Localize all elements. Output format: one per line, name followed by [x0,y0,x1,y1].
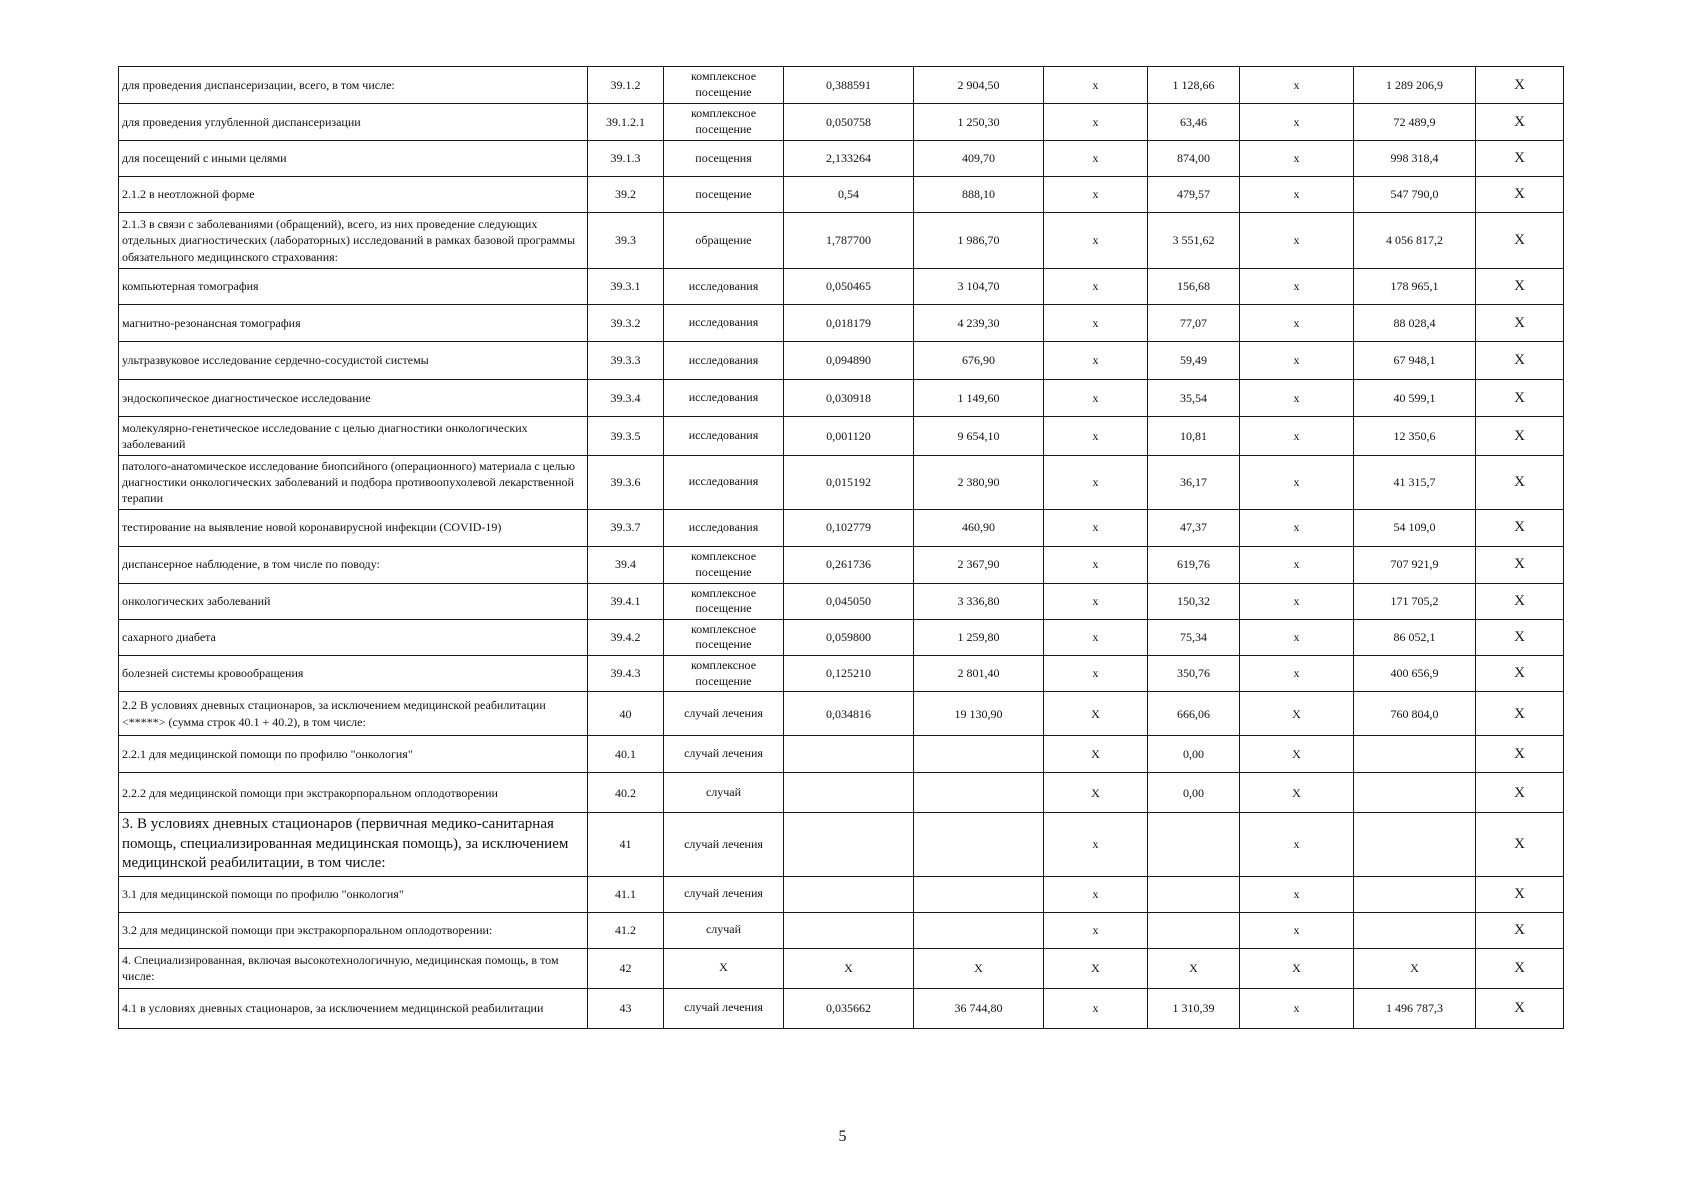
unit-cell: исследования [664,305,784,342]
cost-oms-cell: 41 315,7 [1354,456,1476,510]
row-code-cell: 39.4.3 [588,655,664,691]
share-cell: X [1476,692,1564,736]
row-name-cell: диспансерное наблюдение, в том числе по поводу: [119,546,588,583]
per-capita-budget-cell: х [1044,67,1148,104]
cost-norm-cell: 3 336,80 [914,583,1044,619]
share-cell: X [1476,141,1564,177]
row-name-cell: для проведения углубленной диспансеризации [119,104,588,141]
share-cell: X [1476,583,1564,619]
per-capita-budget-cell: х [1044,876,1148,912]
per-capita-oms-cell: 47,37 [1148,509,1240,546]
cost-norm-cell [914,736,1044,773]
unit-cell: исследования [664,509,784,546]
table-row [119,456,1564,510]
volume-norm-cell [784,736,914,773]
cost-norm-cell: 1 149,60 [914,380,1044,417]
row-name-cell: для проведения диспансеризации, всего, в том числе: [119,67,588,104]
cost-budget-cell: х [1240,456,1354,510]
cost-oms-cell: 998 318,4 [1354,141,1476,177]
unit-cell: случай лечения [664,692,784,736]
cost-norm-cell [914,773,1044,813]
table-body [119,67,1564,1029]
share-cell: X [1476,876,1564,912]
cost-norm-cell: 409,70 [914,141,1044,177]
cost-oms-cell: 760 804,0 [1354,692,1476,736]
unit-cell: исследования [664,380,784,417]
cost-oms-cell: 171 705,2 [1354,583,1476,619]
unit-cell: исследования [664,456,784,510]
cost-oms-cell: 72 489,9 [1354,104,1476,141]
per-capita-oms-cell: 77,07 [1148,305,1240,342]
share-cell: X [1476,813,1564,877]
table-row [119,583,1564,619]
per-capita-budget-cell: х [1044,104,1148,141]
share-cell: X [1476,948,1564,988]
cost-norm-cell: 1 986,70 [914,213,1044,269]
cost-budget-cell: х [1240,417,1354,456]
per-capita-budget-cell: X [1044,692,1148,736]
share-cell: X [1476,619,1564,655]
per-capita-budget-cell: х [1044,583,1148,619]
cost-norm-cell: 888,10 [914,177,1044,213]
volume-norm-cell: 0,018179 [784,305,914,342]
volume-norm-cell: 0,050758 [784,104,914,141]
share-cell: X [1476,736,1564,773]
row-name-cell: для посещений с иными целями [119,141,588,177]
table-row [119,141,1564,177]
unit-cell: комплексное посещение [664,67,784,104]
cost-budget-cell: X [1240,773,1354,813]
cost-norm-cell: 1 259,80 [914,619,1044,655]
cost-oms-cell: 400 656,9 [1354,655,1476,691]
row-name-cell: сахарного диабета [119,619,588,655]
unit-cell: исследования [664,417,784,456]
per-capita-budget-cell: х [1044,655,1148,691]
table-row [119,773,1564,813]
cost-norm-cell: 2 801,40 [914,655,1044,691]
unit-cell: случай лечения [664,988,784,1028]
cost-oms-cell: 4 056 817,2 [1354,213,1476,269]
per-capita-budget-cell: х [1044,456,1148,510]
share-cell: X [1476,655,1564,691]
volume-norm-cell [784,773,914,813]
per-capita-oms-cell: 350,76 [1148,655,1240,691]
per-capita-oms-cell: 0,00 [1148,736,1240,773]
row-code-cell: 39.2 [588,177,664,213]
table-row [119,692,1564,736]
per-capita-oms-cell [1148,876,1240,912]
financing-table [118,66,1564,1029]
unit-cell: случай [664,773,784,813]
volume-norm-cell: 2,133264 [784,141,914,177]
share-cell: X [1476,988,1564,1028]
per-capita-oms-cell: 63,46 [1148,104,1240,141]
table-row [119,380,1564,417]
cost-oms-cell: 547 790,0 [1354,177,1476,213]
cost-norm-cell: 3 104,70 [914,269,1044,305]
cost-oms-cell: 88 028,4 [1354,305,1476,342]
cost-budget-cell: х [1240,912,1354,948]
volume-norm-cell: 1,787700 [784,213,914,269]
volume-norm-cell: 0,059800 [784,619,914,655]
share-cell: X [1476,67,1564,104]
row-code-cell: 39.3.7 [588,509,664,546]
table-row [119,104,1564,141]
table-row [119,813,1564,877]
row-name-cell: болезней системы кровообращения [119,655,588,691]
per-capita-oms-cell: 3 551,62 [1148,213,1240,269]
per-capita-oms-cell: 874,00 [1148,141,1240,177]
share-cell: X [1476,177,1564,213]
table-row [119,177,1564,213]
row-code-cell: 43 [588,988,664,1028]
row-name-cell: магнитно-резонансная томография [119,305,588,342]
cost-oms-cell: 12 350,6 [1354,417,1476,456]
table-row [119,948,1564,988]
volume-norm-cell: X [784,948,914,988]
table-row [119,269,1564,305]
table-row [119,736,1564,773]
cost-norm-cell: 1 250,30 [914,104,1044,141]
unit-cell: случай лечения [664,876,784,912]
table-row [119,655,1564,691]
cost-oms-cell: X [1354,948,1476,988]
row-code-cell: 39.3 [588,213,664,269]
unit-cell: исследования [664,342,784,380]
row-code-cell: 39.4 [588,546,664,583]
unit-cell: комплексное посещение [664,546,784,583]
row-name-cell: 2.2.1 для медицинской помощи по профилю "онкология" [119,736,588,773]
per-capita-budget-cell: X [1044,736,1148,773]
volume-norm-cell [784,912,914,948]
row-name-cell: онкологических заболеваний [119,583,588,619]
cost-budget-cell: х [1240,583,1354,619]
volume-norm-cell: 0,001120 [784,417,914,456]
per-capita-budget-cell: х [1044,305,1148,342]
volume-norm-cell [784,813,914,877]
volume-norm-cell: 0,54 [784,177,914,213]
cost-oms-cell [1354,912,1476,948]
volume-norm-cell: 0,094890 [784,342,914,380]
row-name-cell: 4. Специализированная, включая высокотехнологичную, медицинская помощь, в том числе: [119,948,588,988]
unit-cell: обращение [664,213,784,269]
row-name-cell: патолого-анатомическое исследование биопсийного (операционного) материала с целью диагностики онкологических заболеваний и подбора противоопухолевой лекарственной терапии [119,456,588,510]
row-code-cell: 39.3.1 [588,269,664,305]
per-capita-budget-cell: х [1044,988,1148,1028]
cost-budget-cell: х [1240,213,1354,269]
share-cell: X [1476,305,1564,342]
row-code-cell: 41.2 [588,912,664,948]
table-row [119,988,1564,1028]
cost-budget-cell: х [1240,509,1354,546]
cost-budget-cell: х [1240,876,1354,912]
share-cell: X [1476,269,1564,305]
per-capita-oms-cell: 1 310,39 [1148,988,1240,1028]
cost-budget-cell: х [1240,177,1354,213]
share-cell: X [1476,342,1564,380]
per-capita-oms-cell: 479,57 [1148,177,1240,213]
unit-cell: комплексное посещение [664,655,784,691]
budget-table-sheet [118,66,1563,1029]
row-name-cell: 2.1.2 в неотложной форме [119,177,588,213]
per-capita-budget-cell: х [1044,177,1148,213]
cost-budget-cell: X [1240,736,1354,773]
cost-norm-cell [914,912,1044,948]
per-capita-oms-cell: 150,32 [1148,583,1240,619]
cost-norm-cell: 36 744,80 [914,988,1044,1028]
share-cell: X [1476,213,1564,269]
cost-norm-cell: 4 239,30 [914,305,1044,342]
per-capita-budget-cell: X [1044,948,1148,988]
cost-oms-cell [1354,736,1476,773]
per-capita-oms-cell: 36,17 [1148,456,1240,510]
volume-norm-cell: 0,034816 [784,692,914,736]
row-code-cell: 39.3.4 [588,380,664,417]
row-name-cell: 2.1.3 в связи с заболеваниями (обращений), всего, из них проведение следующих отдельных диагностических (лабораторных) исследований в рамках базовой программы обязательного медицинского страхования: [119,213,588,269]
per-capita-oms-cell: 619,76 [1148,546,1240,583]
row-code-cell: 39.3.5 [588,417,664,456]
cost-budget-cell: х [1240,342,1354,380]
row-name-cell: эндоскопическое диагностическое исследование [119,380,588,417]
table-row [119,876,1564,912]
cost-norm-cell: X [914,948,1044,988]
row-name-cell: 2.2.2 для медицинской помощи при экстракорпоральном оплодотворении [119,773,588,813]
cost-oms-cell: 67 948,1 [1354,342,1476,380]
per-capita-budget-cell: х [1044,342,1148,380]
unit-cell: случай лечения [664,813,784,877]
row-code-cell: 42 [588,948,664,988]
row-name-cell: тестирование на выявление новой коронавирусной инфекции (COVID-19) [119,509,588,546]
unit-cell: посещение [664,177,784,213]
cost-oms-cell: 86 052,1 [1354,619,1476,655]
row-name-cell: 2.2 В условиях дневных стационаров, за исключением медицинской реабилитации <*****> (сумма строк 40.1 + 40.2), в том числе: [119,692,588,736]
cost-norm-cell [914,813,1044,877]
per-capita-budget-cell: х [1044,269,1148,305]
share-cell: X [1476,546,1564,583]
volume-norm-cell: 0,388591 [784,67,914,104]
per-capita-budget-cell: х [1044,141,1148,177]
cost-budget-cell: х [1240,104,1354,141]
unit-cell: случай лечения [664,736,784,773]
share-cell: X [1476,417,1564,456]
cost-norm-cell: 9 654,10 [914,417,1044,456]
per-capita-budget-cell: х [1044,213,1148,269]
per-capita-oms-cell: X [1148,948,1240,988]
per-capita-oms-cell: 666,06 [1148,692,1240,736]
per-capita-budget-cell: х [1044,546,1148,583]
per-capita-oms-cell: 156,68 [1148,269,1240,305]
per-capita-budget-cell: х [1044,417,1148,456]
cost-norm-cell [914,876,1044,912]
cost-budget-cell: х [1240,305,1354,342]
volume-norm-cell [784,876,914,912]
row-name-cell: молекулярно-генетическое исследование с целью диагностики онкологических заболеваний [119,417,588,456]
volume-norm-cell: 0,045050 [784,583,914,619]
cost-budget-cell: х [1240,619,1354,655]
cost-norm-cell: 2 380,90 [914,456,1044,510]
unit-cell: исследования [664,269,784,305]
row-code-cell: 40 [588,692,664,736]
row-name-cell: компьютерная томография [119,269,588,305]
cost-budget-cell: X [1240,692,1354,736]
row-code-cell: 39.3.3 [588,342,664,380]
cost-norm-cell: 460,90 [914,509,1044,546]
volume-norm-cell: 0,030918 [784,380,914,417]
row-name-cell: 4.1 в условиях дневных стационаров, за исключением медицинской реабилитации [119,988,588,1028]
per-capita-oms-cell: 10,81 [1148,417,1240,456]
cost-budget-cell: х [1240,269,1354,305]
volume-norm-cell: 0,035662 [784,988,914,1028]
row-code-cell: 39.1.2.1 [588,104,664,141]
unit-cell: X [664,948,784,988]
volume-norm-cell: 0,050465 [784,269,914,305]
row-code-cell: 39.3.2 [588,305,664,342]
row-code-cell: 41 [588,813,664,877]
per-capita-oms-cell: 59,49 [1148,342,1240,380]
share-cell: X [1476,104,1564,141]
cost-budget-cell: х [1240,546,1354,583]
row-code-cell: 41.1 [588,876,664,912]
table-row [119,67,1564,104]
per-capita-oms-cell [1148,912,1240,948]
per-capita-oms-cell: 75,34 [1148,619,1240,655]
cost-norm-cell: 2 367,90 [914,546,1044,583]
per-capita-oms-cell [1148,813,1240,877]
unit-cell: случай [664,912,784,948]
share-cell: X [1476,509,1564,546]
cost-oms-cell: 1 496 787,3 [1354,988,1476,1028]
row-code-cell: 39.3.6 [588,456,664,510]
cost-oms-cell [1354,813,1476,877]
row-name-cell: 3.2 для медицинской помощи при экстракорпоральном оплодотворении: [119,912,588,948]
cost-norm-cell: 2 904,50 [914,67,1044,104]
row-code-cell: 39.1.2 [588,67,664,104]
share-cell: X [1476,456,1564,510]
share-cell: X [1476,380,1564,417]
cost-norm-cell: 676,90 [914,342,1044,380]
share-cell: X [1476,773,1564,813]
page-number: 5 [838,1128,847,1145]
cost-budget-cell: х [1240,655,1354,691]
table-row [119,619,1564,655]
table-row [119,912,1564,948]
cost-oms-cell: 54 109,0 [1354,509,1476,546]
row-code-cell: 39.1.3 [588,141,664,177]
table-row [119,342,1564,380]
cost-oms-cell: 40 599,1 [1354,380,1476,417]
row-code-cell: 40.1 [588,736,664,773]
share-cell: X [1476,912,1564,948]
volume-norm-cell: 0,102779 [784,509,914,546]
per-capita-budget-cell: х [1044,619,1148,655]
table-row [119,509,1564,546]
per-capita-budget-cell: х [1044,380,1148,417]
per-capita-budget-cell: х [1044,813,1148,877]
cost-oms-cell [1354,876,1476,912]
per-capita-budget-cell: х [1044,912,1148,948]
per-capita-oms-cell: 35,54 [1148,380,1240,417]
per-capita-budget-cell: х [1044,509,1148,546]
per-capita-oms-cell: 0,00 [1148,773,1240,813]
table-row [119,546,1564,583]
unit-cell: комплексное посещение [664,583,784,619]
cost-budget-cell: X [1240,948,1354,988]
unit-cell: посещения [664,141,784,177]
volume-norm-cell: 0,125210 [784,655,914,691]
row-name-cell: ультразвуковое исследование сердечно-сосудистой системы [119,342,588,380]
cost-budget-cell: х [1240,141,1354,177]
row-code-cell: 39.4.2 [588,619,664,655]
per-capita-oms-cell: 1 128,66 [1148,67,1240,104]
cost-budget-cell: х [1240,988,1354,1028]
cost-oms-cell: 178 965,1 [1354,269,1476,305]
cost-oms-cell: 1 289 206,9 [1354,67,1476,104]
volume-norm-cell: 0,261736 [784,546,914,583]
table-row [119,305,1564,342]
row-code-cell: 39.4.1 [588,583,664,619]
cost-oms-cell: 707 921,9 [1354,546,1476,583]
row-name-cell: 3.1 для медицинской помощи по профилю "онкология" [119,876,588,912]
table-row [119,417,1564,456]
unit-cell: комплексное посещение [664,619,784,655]
row-code-cell: 40.2 [588,773,664,813]
unit-cell: комплексное посещение [664,104,784,141]
cost-budget-cell: х [1240,813,1354,877]
row-name-cell: 3. В условиях дневных стационаров (первичная медико-санитарная помощь, специализированная медицинская помощь), за исключением медицинской реабилитации, в том числе: [119,813,588,877]
volume-norm-cell: 0,015192 [784,456,914,510]
cost-budget-cell: х [1240,380,1354,417]
per-capita-budget-cell: X [1044,773,1148,813]
table-row [119,213,1564,269]
cost-norm-cell: 19 130,90 [914,692,1044,736]
cost-oms-cell [1354,773,1476,813]
cost-budget-cell: х [1240,67,1354,104]
